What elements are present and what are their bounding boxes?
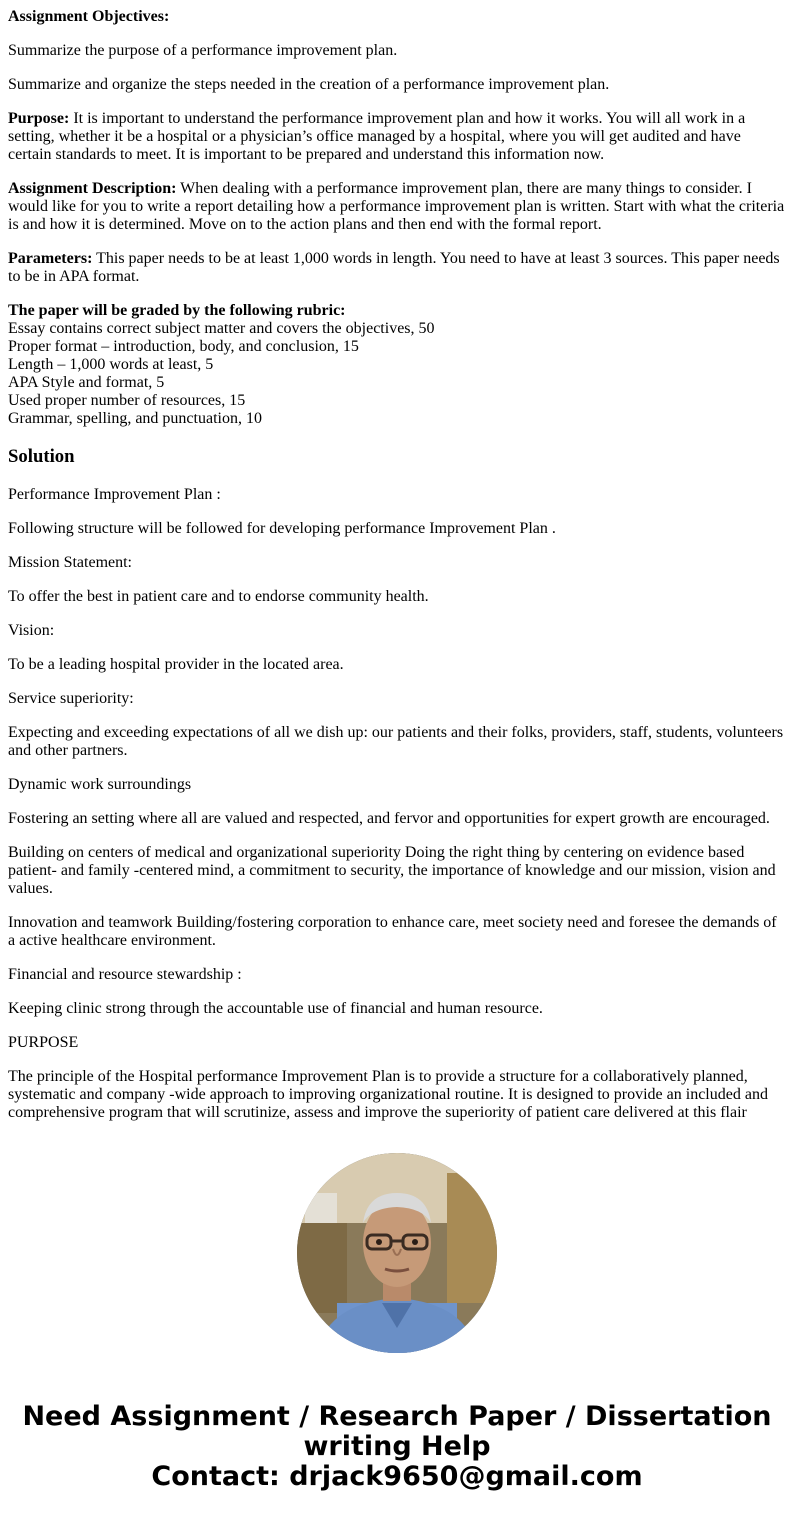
solution-paragraph: Performance Improvement Plan : [8, 486, 221, 503]
document-content [8, 0, 786, 1124]
author-portrait-image [297, 1153, 497, 1353]
objective-2: Summarize and organize the steps needed in the creation of a performance improvement plan. [8, 76, 610, 93]
description-text: When dealing with a performance improvement plan, there are many things to consider. I would like for you to write a report detailing how a performance improvement plan is written. Start with what the criteria is and how it is determined. Move on to the action plans and then end with the formal report. [8, 180, 785, 233]
rubric-block [8, 302, 786, 428]
help-promo [0, 1402, 794, 1492]
description-label: Assignment Description: [8, 180, 177, 197]
rubric-item: Used proper number of resources, 15 [8, 392, 246, 409]
rubric-item: APA Style and format, 5 [8, 374, 165, 391]
description-paragraph [8, 180, 786, 234]
purpose-text: It is important to understand the performance improvement plan and how it works. You will all work in a setting, whether it be a hospital or a physician’s office managed by a hospital, where you will get audited and have certain standards to meet. It is important to be prepared and understand this information now. [8, 110, 746, 163]
solution-paragraph: To be a leading hospital provider in the located area. [8, 656, 344, 673]
purpose-label: Purpose: [8, 110, 70, 127]
parameters-paragraph [8, 250, 786, 286]
rubric-heading: The paper will be graded by the following rubric: [8, 302, 346, 319]
solution-paragraph: Financial and resource stewardship : [8, 966, 242, 983]
rubric-item: Grammar, spelling, and punctuation, 10 [8, 410, 262, 427]
solution-paragraph: PURPOSE [8, 1034, 79, 1051]
solution-paragraph: Innovation and teamwork Building/fostering corporation to enhance care, meet society need and foresee the demands of a active healthcare environment. [8, 914, 777, 949]
author-portrait-icon [297, 1153, 497, 1353]
parameters-label: Parameters: [8, 250, 93, 267]
rubric-item: Length – 1,000 words at least, 5 [8, 356, 214, 373]
solution-heading: Solution [8, 446, 75, 467]
solution-paragraph: Fostering an setting where all are valued and respected, and fervor and opportunities for expert growth are encouraged. [8, 810, 770, 827]
solution-paragraph: Dynamic work surroundings [8, 776, 192, 793]
solution-paragraph: Vision: [8, 622, 55, 639]
solution-paragraph: Mission Statement: [8, 554, 132, 571]
solution-paragraph: Service superiority: [8, 690, 134, 707]
solution-paragraph: To offer the best in patient care and to endorse community health. [8, 588, 429, 605]
solution-paragraph: The principle of the Hospital performance Improvement Plan is to provide a structure for a collaboratively planned, systematic and company -wide approach to improving organizational routine. It is designed to provide an included and comprehensive program that will scrutinize, assess and improve the superiority of patient care delivered at this flair [8, 1068, 768, 1121]
solution-paragraph: Following structure will be followed for developing performance Improvement Plan . [8, 520, 556, 537]
rubric-item: Essay contains correct subject matter and covers the objectives, 50 [8, 320, 435, 337]
solution-paragraph: Expecting and exceeding expectations of all we dish up: our patients and their folks, providers, staff, students, volunteers and other partners. [8, 724, 784, 759]
objective-1: Summarize the purpose of a performance improvement plan. [8, 42, 398, 59]
promo-line-1: Need Assignment / Research Paper / Dissertation [22, 1401, 772, 1432]
promo-line-2: writing Help [303, 1431, 491, 1462]
parameters-text: This paper needs to be at least 1,000 words in length. You need to have at least 3 sources. This paper needs to be in APA format. [8, 250, 780, 285]
rubric-item: Proper format – introduction, body, and conclusion, 15 [8, 338, 359, 355]
solution-paragraph: Building on centers of medical and organizational superiority Doing the right thing by centering on evidence based patient- and family -centered mind, a commitment to security, the importance of knowledge and our mission, vision and values. [8, 844, 776, 897]
promo-contact: Contact: drjack9650@gmail.com [151, 1461, 643, 1492]
solution-paragraph: Keeping clinic strong through the accountable use of financial and human resource. [8, 1000, 543, 1017]
purpose-paragraph [8, 110, 786, 164]
objectives-heading: Assignment Objectives: [8, 8, 170, 25]
